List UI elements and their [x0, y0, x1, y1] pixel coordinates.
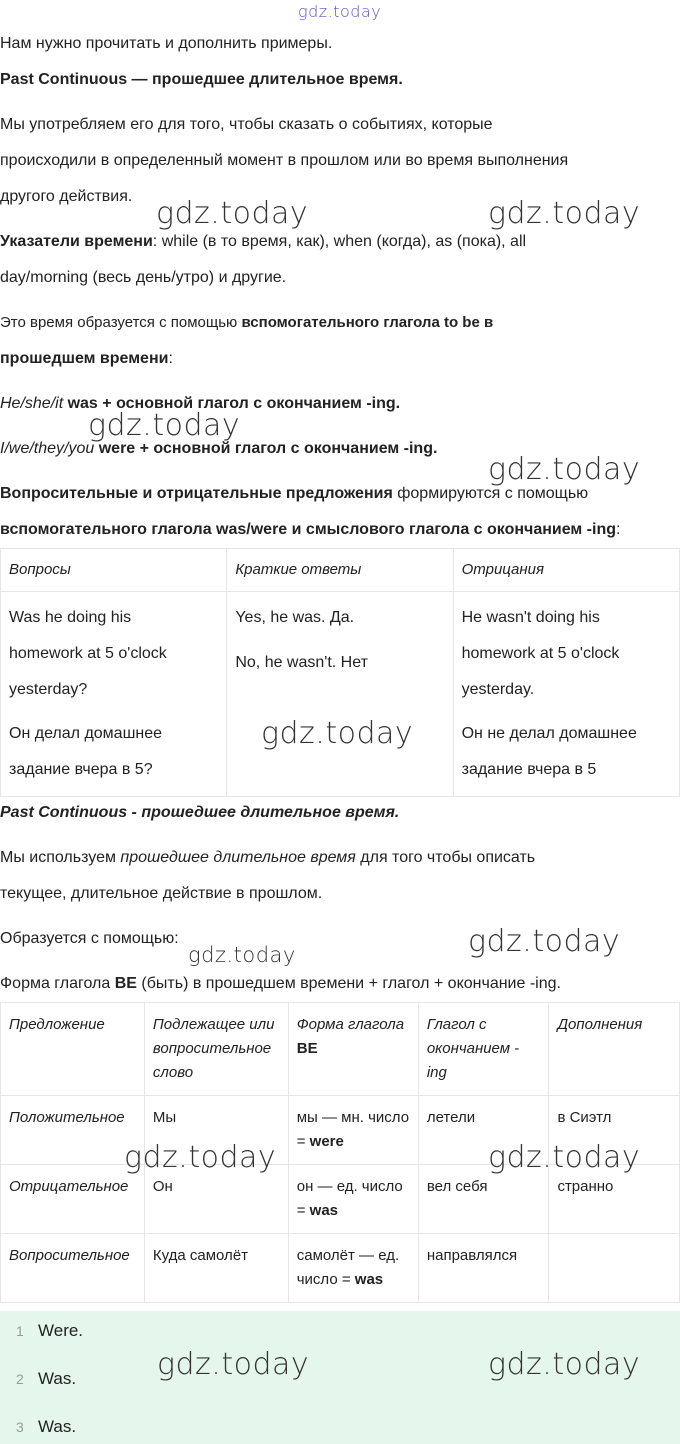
s1-paragraph-line2: происходили в определенный момент в прошлом или во время выполнения	[0, 152, 569, 169]
watermark: gdz.today	[261, 716, 414, 751]
time-markers-line2: day/morning (весь день/утро) и другие.	[0, 269, 287, 286]
list-item: 3 Was.	[16, 1417, 77, 1436]
formed-with-label: Образуется с помощью:	[0, 930, 179, 947]
table2-cell: Отрицательное	[1, 1165, 145, 1234]
watermark: gdz.today	[488, 196, 641, 231]
table1-header: Вопросы	[1, 549, 227, 592]
questions-line2: вспомогательного глагола was/were и смыслового глагола с окончанием -ing:	[0, 521, 621, 538]
table2-cell: в Сиэтл	[549, 1096, 680, 1165]
watermark: gdz.today	[157, 1347, 310, 1382]
table1-cell-negations: He wasn't doing his homework at 5 o'clock yesterday. Он не делал домашнее задание вчера в 5	[453, 592, 679, 797]
table2-cell: Вопросительное	[1, 1234, 145, 1303]
watermark: gdz.today	[468, 924, 621, 959]
time-markers-line1: Указатели времени: while (в то время, как), when (когда), as (пока), all	[0, 233, 527, 250]
table2-cell: вел себя	[418, 1165, 549, 1234]
s1-paragraph-line3: другого действия.	[0, 188, 133, 205]
s1-paragraph-line1: Мы употребляем его для того, чтобы сказать о событиях, которые	[0, 116, 493, 133]
watermark: gdz.today	[156, 196, 309, 231]
table2-cell: Мы	[144, 1096, 288, 1165]
s2-paragraph-line1: Мы используем прошедшее длительное время для того чтобы описать	[0, 849, 536, 866]
formation-line1: Это время образуется с помощью вспомогательного глагола to be в	[0, 314, 494, 331]
table2-header: Дополнения	[549, 1003, 680, 1096]
table2-cell: мы — мн. число = were	[288, 1096, 418, 1165]
table2-header: Глагол с окончанием - ing	[418, 1003, 549, 1096]
table1-cell-short-answers: Yes, he was. Да. No, he wasn't. Нет	[227, 592, 453, 797]
table2-cell: самолёт — ед. число = was	[288, 1234, 418, 1303]
list-item: 1 Were.	[16, 1321, 84, 1340]
section2-title: Past Continuous - прошедшее длительное время.	[0, 804, 400, 821]
table2-cell: Куда самолёт	[144, 1234, 288, 1303]
table2-cell: он — ед. число = was	[288, 1165, 418, 1234]
watermark: gdz.today	[188, 943, 296, 967]
s2-paragraph-line2: текущее, длительное действие в прошлом.	[0, 885, 323, 902]
table2-cell	[549, 1234, 680, 1303]
table2-header: Предложение	[1, 1003, 145, 1096]
table1-header: Отрицания	[453, 549, 679, 592]
formation-line2: прошедшем времени:	[0, 350, 173, 367]
table2-cell: Положительное	[1, 1096, 145, 1165]
intro-text: Нам нужно прочитать и дополнить примеры.	[0, 35, 333, 52]
watermark: gdz.today	[124, 1140, 277, 1175]
watermark: gdz.today	[488, 1347, 641, 1382]
table-row	[1, 1234, 680, 1303]
table2-header: Форма глагола BE	[288, 1003, 418, 1096]
rule-singular: He/she/it was + основной глагол с окончанием -ing.	[0, 395, 401, 412]
watermark: gdz.today	[88, 408, 241, 443]
list-item: 2 Was.	[16, 1369, 77, 1388]
watermark-top: gdz.today	[298, 2, 382, 21]
table-questions	[0, 548, 680, 797]
watermark: gdz.today	[488, 1140, 641, 1175]
form-description: Форма глагола BE (быть) в прошедшем времени + глагол + окончание -ing.	[0, 975, 561, 992]
table2-header: Подлежащее или вопросительное слово	[144, 1003, 288, 1096]
table2-cell: Он	[144, 1165, 288, 1234]
table2-cell: летели	[418, 1096, 549, 1165]
section1-title: Past Continuous — прошедшее длительное время.	[0, 71, 403, 88]
watermark: gdz.today	[488, 452, 641, 487]
table1-header: Краткие ответы	[227, 549, 453, 592]
rule-plural: I/we/they/you were + основной глагол с окончанием -ing.	[0, 440, 438, 457]
table2-cell: направлялся	[418, 1234, 549, 1303]
table2-cell: странно	[549, 1165, 680, 1234]
table1-cell-questions: Was he doing his homework at 5 o'clock yesterday? Он делал домашнее задание вчера в 5?	[1, 592, 227, 797]
questions-line1: Вопросительные и отрицательные предложения формируются с помощью	[0, 485, 589, 502]
answers-block	[0, 1311, 680, 1444]
